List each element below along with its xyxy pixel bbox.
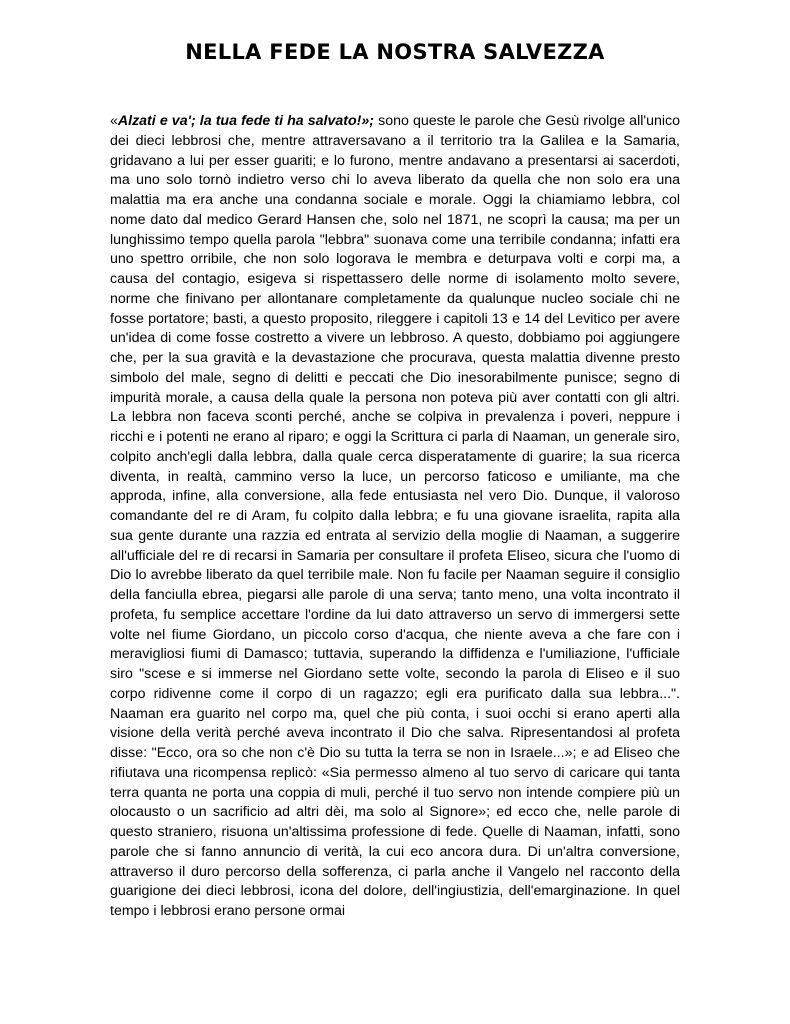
- quote-open-mark: «: [110, 113, 118, 129]
- document-title: NELLA FEDE LA NOSTRA SALVEZZA: [185, 40, 605, 64]
- body-paragraph: [110, 112, 680, 922]
- body-text: sono queste le parole che Gesù rivolge all'unico dei dieci lebbrosi che, mentre attraversavano a il territorio tra la Galilea e la Samaria, gridavano a lui per esser guariti; e lo furono, mentre andavano a presentarsi ai sacerdoti, ma uno solo tornò indietro verso chi lo aveva liberato da quella che non solo era una malattia ma era anche una condanna sociale e morale. Oggi la chiamiamo lebbra, col nome dato dal medico Gerard Hansen che, solo nel 1871, ne scoprì la causa; ma per un lunghissimo tempo quella parola "lebbra" suonava come una terribile condanna; infatti era uno spettro orribile, che non solo logorava le membra e deturpava volti e corpi ma, a causa del contagio, esigeva si rispettassero delle norme di isolamento molto severe, norme che finivano per allontanare completamente da qualunque nucleo sociale chi ne fosse portatore; basti, a questo proposito, rileggere i capitoli 13 e 14 del Levitico per avere un'idea di come fosse costretto a vivere un lebbroso. A questo, dobbiamo poi aggiungere che, per la sua gravità e la devastazione che procurava, questa malattia divenne presto simbolo del male, segno di delitti e peccati che Dio inesorabilmente punisce; segno di impurità morale, a causa della quale la persona non poteva più aver contatti con gli altri. La lebbra non faceva sconti perché, anche se colpiva in prevalenza i poveri, neppure i ricchi e i potenti ne erano al riparo; e oggi la Scrittura ci parla di Naaman, un generale siro, colpito anch'egli dalla lebbra, dalla quale cerca disperatamente di guarire; la sua ricerca diventa, in realtà, cammino verso la luce, un percorso faticoso e umiliante, ma che approda, infine, alla conversione, alla fede entusiasta nel vero Dio. Dunque, il valoroso comandante del re di Aram, fu colpito dalla lebbra; e fu una giovane israelita, rapita alla sua gente durante una razzia ed entrata al servizio della moglie di Naaman, a suggerire all'ufficiale del re di recarsi in Samaria per consultare il profeta Eliseo, sicura che l'uomo di Dio lo avrebbe liberato da quel terribile male. Non fu facile per Naaman seguire il consiglio della fanciulla ebrea, piegarsi alle parole di una serva; tanto meno, una volta incontrato il profeta, fu semplice accettare l'ordine da lui dato attraverso un servo di immergersi sette volte nel fiume Giordano, un piccolo corso d'acqua, che niente aveva a che fare con i meravigliosi fiumi di Damasco; tuttavia, superando la diffidenza e l'umiliazione, l'ufficiale siro "scese e si immerse nel Giordano sette volte, secondo la parola di Eliseo e il suo corpo ridivenne come il corpo di un ragazzo; egli era purificato dalla sua lebbra...". Naaman era guarito nel corpo ma, quel che più conta, i suoi occhi si erano aperti alla visione della verità perché aveva incontrato il Dio che salva. Ripresentandosi al profeta disse: "Ecco, ora so che non c'è Dio su tutta la terra se non in Israele...»; e ad Eliseo che rifiutava una ricompensa replicò: «Sia permesso almeno al tuo servo di caricare qui tanta terra quanta ne porta una coppia di muli, perché il tuo servo non intende compiere più un olocausto o un sacrificio ad altri dèi, ma solo al Signore»; ed ecco che, nelle parole di questo straniero, risuona un'altissima professione di fede. Quelle di Naaman, infatti, sono parole che si fanno annuncio di verità, la cui eco ancora dura. Di un'altra conversione, attraverso il duro percorso della sofferenza, ci parla anche il Vangelo nel racconto della guarigione dei dieci lebbrosi, icona del dolore, dell'ingiustizia, dell'emarginazione. In quel tempo i lebbrosi erano persone ormai: [110, 113, 680, 919]
- opening-quote: Alzati e va'; la tua fede ti ha salvato!»;: [117, 113, 374, 129]
